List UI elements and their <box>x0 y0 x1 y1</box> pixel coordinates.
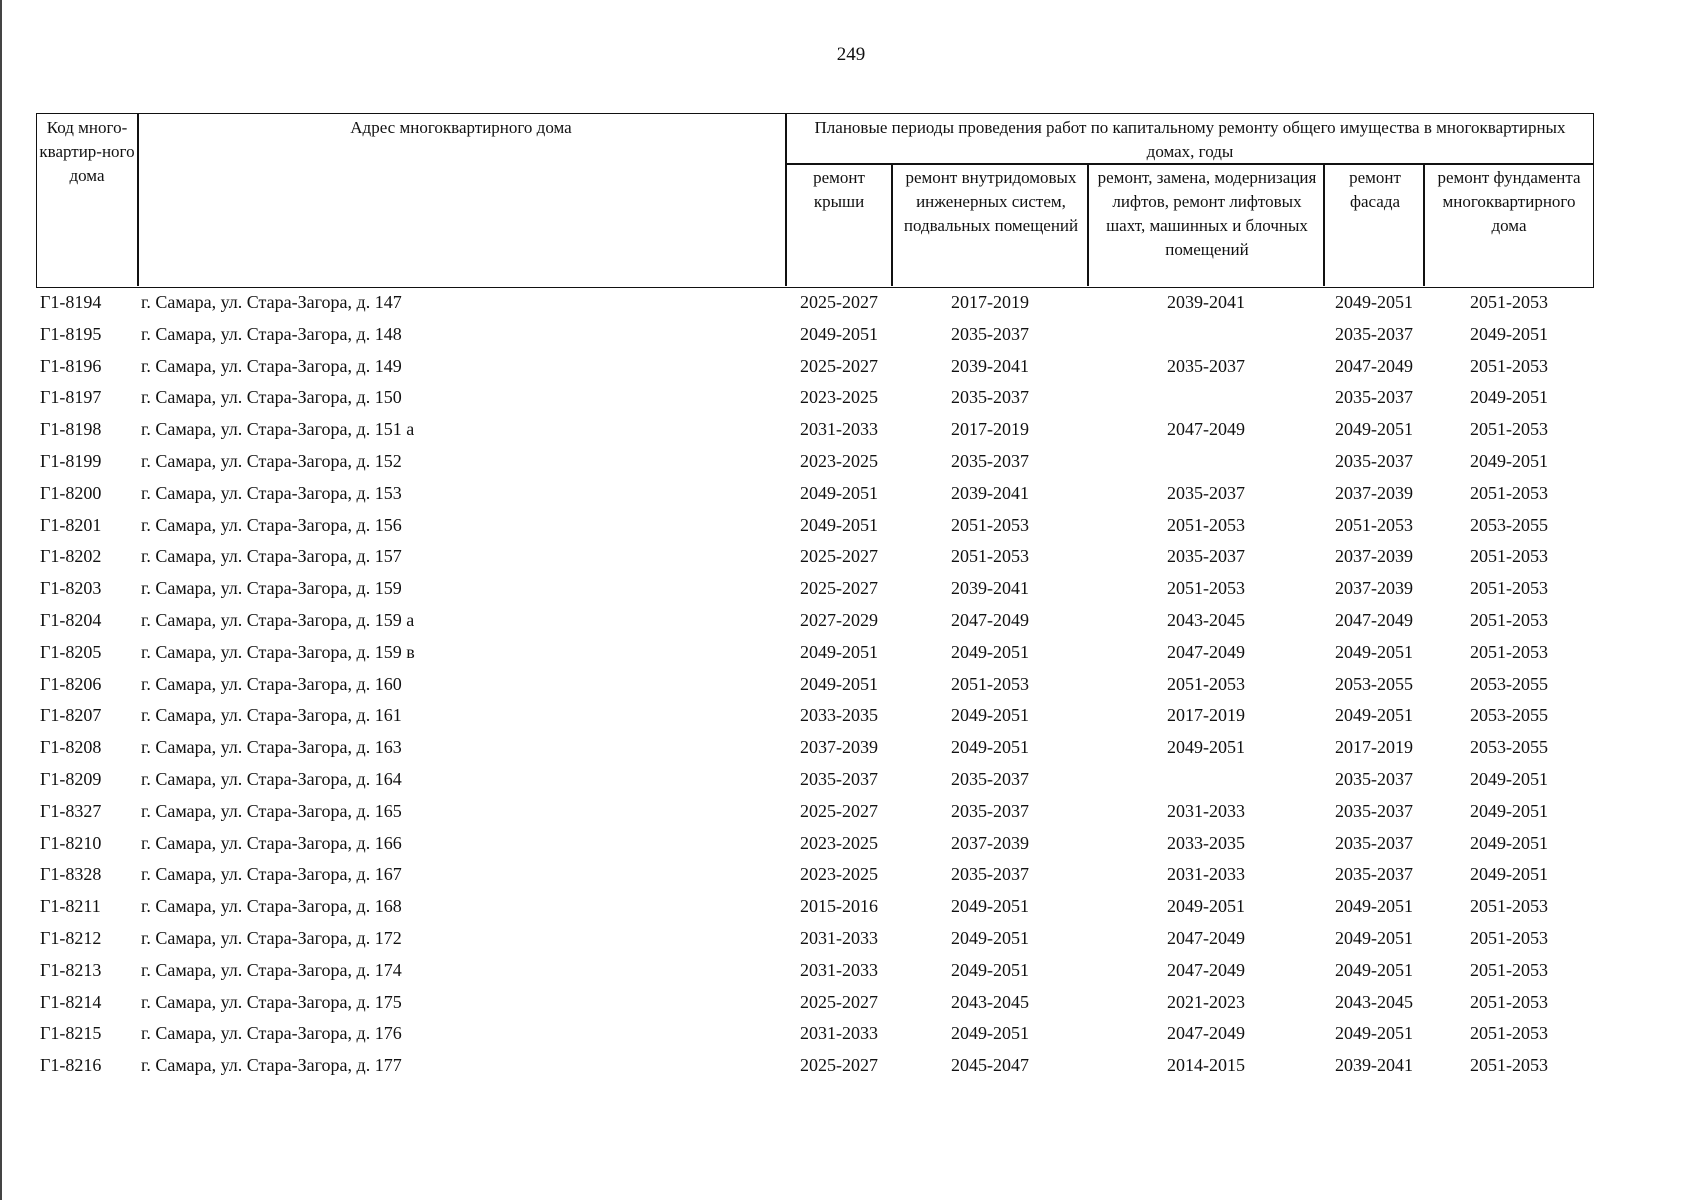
table-row <box>0 986 1702 1018</box>
row-engineering: 2017-2019 <box>951 419 1029 440</box>
row-engineering: 2049-2051 <box>951 959 1029 980</box>
header-divider <box>1323 164 1325 286</box>
header-code: Код много-квартир-ного дома <box>39 118 135 185</box>
row-lifts: 2047-2049 <box>1167 1023 1245 1044</box>
table-header <box>36 113 1594 288</box>
row-lifts: 2017-2019 <box>1167 705 1245 726</box>
row-foundation: 2051-2053 <box>1470 1055 1548 1076</box>
row-roof: 2035-2037 <box>800 769 878 789</box>
row-roof: 2025-2027 <box>800 800 878 821</box>
row-roof: 2027-2029 <box>800 610 878 630</box>
row-engineering: 2049-2051 <box>951 1023 1029 1044</box>
row-code: Г1-8327 <box>40 800 102 821</box>
row-facade: 2053-2055 <box>1335 673 1413 694</box>
row-engineering: 2035-2037 <box>951 800 1029 821</box>
table-row <box>0 381 1702 413</box>
row-address: г. Самара, ул. Стара-Загора, д. 159 в <box>141 641 415 662</box>
row-engineering: 2051-2053 <box>951 673 1029 694</box>
row-foundation: 2053-2055 <box>1470 514 1548 535</box>
row-foundation: 2053-2055 <box>1470 737 1548 758</box>
row-roof: 2023-2025 <box>800 387 878 408</box>
row-facade: 2049-2051 <box>1335 641 1413 662</box>
row-address: г. Самара, ул. Стара-Загора, д. 153 <box>141 482 402 503</box>
row-engineering: 2039-2041 <box>951 482 1029 503</box>
row-engineering: 2049-2051 <box>951 737 1029 758</box>
row-lifts: 2049-2051 <box>1167 737 1245 758</box>
row-engineering: 2035-2037 <box>951 769 1029 789</box>
header-engineering: ремонт внутридомовых инженерных систем, подвальных помещений <box>903 168 1079 235</box>
row-foundation: 2051-2053 <box>1470 1023 1548 1044</box>
row-roof: 2025-2027 <box>800 1055 878 1076</box>
header-foundation: ремонт фундамента многоквартирного дома <box>1437 168 1581 235</box>
row-facade: 2035-2037 <box>1335 864 1413 885</box>
table-row <box>0 731 1702 763</box>
header-lifts: ремонт, замена, модернизация лифтов, ремонт лифтовых шахт, машинных и блочных помещений <box>1097 168 1317 259</box>
row-facade: 2035-2037 <box>1335 769 1413 789</box>
table-row <box>0 572 1702 604</box>
row-facade: 2037-2039 <box>1335 546 1413 567</box>
row-foundation: 2053-2055 <box>1470 705 1548 726</box>
row-foundation: 2049-2051 <box>1470 769 1548 789</box>
row-foundation: 2051-2053 <box>1470 641 1548 662</box>
row-facade: 2035-2037 <box>1335 451 1413 471</box>
row-code: Г1-8212 <box>40 928 102 948</box>
row-engineering: 2035-2037 <box>951 864 1029 885</box>
row-roof: 2023-2025 <box>800 864 878 885</box>
row-address: г. Самара, ул. Стара-Загора, д. 150 <box>141 387 402 408</box>
row-lifts: 2031-2033 <box>1167 864 1245 885</box>
row-lifts: 2051-2053 <box>1167 514 1245 535</box>
row-roof: 2049-2051 <box>800 482 878 503</box>
row-address: г. Самара, ул. Стара-Загора, д. 164 <box>141 769 402 789</box>
row-facade: 2035-2037 <box>1335 832 1413 853</box>
row-code: Г1-8211 <box>40 896 101 917</box>
row-roof: 2049-2051 <box>800 641 878 662</box>
row-facade: 2035-2037 <box>1335 387 1413 408</box>
row-foundation: 2051-2053 <box>1470 355 1548 376</box>
row-engineering: 2035-2037 <box>951 323 1029 344</box>
row-facade: 2049-2051 <box>1335 705 1413 726</box>
row-code: Г1-8215 <box>40 1023 102 1044</box>
row-address: г. Самара, ул. Стара-Загора, д. 149 <box>141 355 402 376</box>
row-lifts: 2031-2033 <box>1167 800 1245 821</box>
row-foundation: 2049-2051 <box>1470 800 1548 821</box>
row-address: г. Самара, ул. Стара-Загора, д. 159 а <box>141 610 415 630</box>
row-foundation: 2051-2053 <box>1470 991 1548 1012</box>
table-row <box>0 445 1702 477</box>
row-code: Г1-8214 <box>40 991 102 1012</box>
row-engineering: 2049-2051 <box>951 928 1029 948</box>
table-row <box>0 858 1702 890</box>
row-code: Г1-8216 <box>40 1055 102 1076</box>
row-roof: 2049-2051 <box>800 514 878 535</box>
row-foundation: 2051-2053 <box>1470 292 1548 312</box>
table-row <box>0 318 1702 350</box>
table-row <box>0 286 1702 318</box>
row-foundation: 2051-2053 <box>1470 578 1548 599</box>
row-address: г. Самара, ул. Стара-Загора, д. 163 <box>141 737 402 758</box>
row-address: г. Самара, ул. Стара-Загора, д. 152 <box>141 451 402 471</box>
row-code: Г1-8198 <box>40 419 102 440</box>
table-row <box>0 699 1702 731</box>
header-divider <box>891 164 893 286</box>
row-foundation: 2051-2053 <box>1470 482 1548 503</box>
row-foundation: 2049-2051 <box>1470 864 1548 885</box>
row-address: г. Самара, ул. Стара-Загора, д. 165 <box>141 800 402 821</box>
row-address: г. Самара, ул. Стара-Загора, д. 175 <box>141 991 402 1012</box>
table-row <box>0 413 1702 445</box>
header-periods: Плановые периоды проведения работ по капитальному ремонту общего имущества в многоквартирных домах, годы <box>814 118 1566 161</box>
row-facade: 2049-2051 <box>1335 959 1413 980</box>
row-facade: 2035-2037 <box>1335 800 1413 821</box>
table-row <box>0 1017 1702 1049</box>
row-foundation: 2049-2051 <box>1470 832 1548 853</box>
row-code: Г1-8213 <box>40 959 102 980</box>
row-address: г. Самара, ул. Стара-Загора, д. 167 <box>141 864 402 885</box>
row-roof: 2025-2027 <box>800 292 878 312</box>
row-facade: 2017-2019 <box>1335 737 1413 758</box>
row-lifts: 2039-2041 <box>1167 292 1245 312</box>
row-facade: 2051-2053 <box>1335 514 1413 535</box>
row-roof: 2025-2027 <box>800 546 878 567</box>
row-foundation: 2051-2053 <box>1470 959 1548 980</box>
row-roof: 2025-2027 <box>800 578 878 599</box>
row-engineering: 2037-2039 <box>951 832 1029 853</box>
row-foundation: 2051-2053 <box>1470 419 1548 440</box>
row-address: г. Самара, ул. Стара-Загора, д. 177 <box>141 1055 402 1076</box>
row-code: Г1-8210 <box>40 832 102 853</box>
table-row <box>0 604 1702 636</box>
row-address: г. Самара, ул. Стара-Загора, д. 174 <box>141 959 402 980</box>
row-foundation: 2053-2055 <box>1470 673 1548 694</box>
row-engineering: 2017-2019 <box>951 292 1029 312</box>
table-row <box>0 890 1702 922</box>
row-lifts: 2035-2037 <box>1167 482 1245 503</box>
table-row <box>0 1049 1702 1081</box>
header-address: Адрес многоквартирного дома <box>350 118 572 137</box>
row-code: Г1-8328 <box>40 864 102 885</box>
row-roof: 2025-2027 <box>800 355 878 376</box>
row-code: Г1-8201 <box>40 514 102 535</box>
row-code: Г1-8200 <box>40 482 102 503</box>
row-lifts: 2014-2015 <box>1167 1055 1245 1076</box>
row-facade: 2037-2039 <box>1335 482 1413 503</box>
row-address: г. Самара, ул. Стара-Загора, д. 168 <box>141 896 402 917</box>
row-lifts: 2047-2049 <box>1167 928 1245 948</box>
row-engineering: 2035-2037 <box>951 451 1029 471</box>
row-facade: 2049-2051 <box>1335 1023 1413 1044</box>
row-foundation: 2049-2051 <box>1470 451 1548 471</box>
row-lifts: 2047-2049 <box>1167 419 1245 440</box>
table-row <box>0 954 1702 986</box>
row-engineering: 2049-2051 <box>951 896 1029 917</box>
row-facade: 2043-2045 <box>1335 991 1413 1012</box>
row-address: г. Самара, ул. Стара-Загора, д. 166 <box>141 832 402 853</box>
row-engineering: 2047-2049 <box>951 610 1029 630</box>
row-lifts: 2043-2045 <box>1167 610 1245 630</box>
row-engineering: 2039-2041 <box>951 355 1029 376</box>
table-row <box>0 636 1702 668</box>
row-code: Г1-8209 <box>40 769 102 789</box>
row-address: г. Самара, ул. Стара-Загора, д. 157 <box>141 546 402 567</box>
row-engineering: 2051-2053 <box>951 514 1029 535</box>
row-foundation: 2051-2053 <box>1470 928 1548 948</box>
header-divider <box>785 114 787 286</box>
row-code: Г1-8204 <box>40 610 102 630</box>
row-address: г. Самара, ул. Стара-Загора, д. 161 <box>141 705 402 726</box>
row-facade: 2047-2049 <box>1335 355 1413 376</box>
row-foundation: 2049-2051 <box>1470 387 1548 408</box>
row-roof: 2031-2033 <box>800 959 878 980</box>
row-engineering: 2051-2053 <box>951 546 1029 567</box>
row-engineering: 2043-2045 <box>951 991 1029 1012</box>
row-address: г. Самара, ул. Стара-Загора, д. 156 <box>141 514 402 535</box>
table-row <box>0 477 1702 509</box>
table-row <box>0 668 1702 700</box>
table-row <box>0 795 1702 827</box>
row-code: Г1-8208 <box>40 737 102 758</box>
row-engineering: 2039-2041 <box>951 578 1029 599</box>
row-roof: 2049-2051 <box>800 323 878 344</box>
row-foundation: 2051-2053 <box>1470 610 1548 630</box>
table-row <box>0 350 1702 382</box>
row-lifts: 2021-2023 <box>1167 991 1245 1012</box>
table-row <box>0 922 1702 954</box>
table-row <box>0 827 1702 859</box>
row-lifts: 2047-2049 <box>1167 959 1245 980</box>
table-row <box>0 509 1702 541</box>
row-roof: 2037-2039 <box>800 737 878 758</box>
row-lifts: 2047-2049 <box>1167 641 1245 662</box>
row-lifts: 2033-2035 <box>1167 832 1245 853</box>
row-lifts: 2035-2037 <box>1167 355 1245 376</box>
header-facade: ремонт фасада <box>1349 168 1401 211</box>
row-facade: 2049-2051 <box>1335 896 1413 917</box>
header-divider <box>1087 164 1089 286</box>
row-engineering: 2035-2037 <box>951 387 1029 408</box>
row-address: г. Самара, ул. Стара-Загора, д. 160 <box>141 673 402 694</box>
row-code: Г1-8199 <box>40 451 102 471</box>
row-roof: 2015-2016 <box>800 896 878 917</box>
row-code: Г1-8202 <box>40 546 102 567</box>
row-address: г. Самара, ул. Стара-Загора, д. 176 <box>141 1023 402 1044</box>
row-facade: 2047-2049 <box>1335 610 1413 630</box>
row-code: Г1-8197 <box>40 387 102 408</box>
row-address: г. Самара, ул. Стара-Загора, д. 172 <box>141 928 402 948</box>
row-address: г. Самара, ул. Стара-Загора, д. 159 <box>141 578 402 599</box>
row-engineering: 2045-2047 <box>951 1055 1029 1076</box>
row-code: Г1-8194 <box>40 292 102 312</box>
table-row <box>0 763 1702 795</box>
page-number: 249 <box>836 44 866 65</box>
row-roof: 2025-2027 <box>800 991 878 1012</box>
row-code: Г1-8195 <box>40 323 102 344</box>
row-facade: 2049-2051 <box>1335 419 1413 440</box>
row-roof: 2023-2025 <box>800 451 878 471</box>
row-engineering: 2049-2051 <box>951 641 1029 662</box>
table-row <box>0 540 1702 572</box>
row-engineering: 2049-2051 <box>951 705 1029 726</box>
row-foundation: 2051-2053 <box>1470 546 1548 567</box>
row-address: г. Самара, ул. Стара-Загора, д. 148 <box>141 323 402 344</box>
row-address: г. Самара, ул. Стара-Загора, д. 147 <box>141 292 402 312</box>
row-code: Г1-8207 <box>40 705 102 726</box>
row-roof: 2023-2025 <box>800 832 878 853</box>
row-code: Г1-8206 <box>40 673 102 694</box>
row-address: г. Самара, ул. Стара-Загора, д. 151 а <box>141 419 415 440</box>
row-code: Г1-8205 <box>40 641 102 662</box>
row-foundation: 2049-2051 <box>1470 323 1548 344</box>
row-facade: 2035-2037 <box>1335 323 1413 344</box>
row-foundation: 2051-2053 <box>1470 896 1548 917</box>
row-lifts: 2051-2053 <box>1167 578 1245 599</box>
row-roof: 2031-2033 <box>800 1023 878 1044</box>
row-facade: 2049-2051 <box>1335 292 1413 312</box>
row-roof: 2049-2051 <box>800 673 878 694</box>
header-roof: ремонт крыши <box>813 168 865 211</box>
row-roof: 2031-2033 <box>800 419 878 440</box>
row-code: Г1-8196 <box>40 355 102 376</box>
row-lifts: 2035-2037 <box>1167 546 1245 567</box>
row-lifts: 2051-2053 <box>1167 673 1245 694</box>
row-roof: 2031-2033 <box>800 928 878 948</box>
row-lifts: 2049-2051 <box>1167 896 1245 917</box>
row-facade: 2049-2051 <box>1335 928 1413 948</box>
row-facade: 2039-2041 <box>1335 1055 1413 1076</box>
row-code: Г1-8203 <box>40 578 102 599</box>
row-roof: 2033-2035 <box>800 705 878 726</box>
row-facade: 2037-2039 <box>1335 578 1413 599</box>
